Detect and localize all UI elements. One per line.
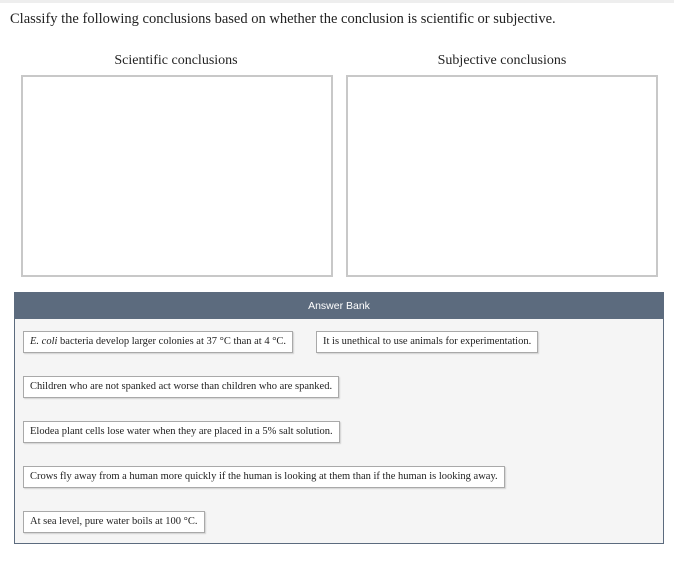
scientific-column-header: Scientific conclusions <box>114 53 238 68</box>
answer-chip-text: It is unethical to use animals for experimentation. <box>323 336 532 347</box>
subjective-dropzone[interactable] <box>346 75 658 277</box>
question-instruction: Classify the following conclusions based on whether the conclusion is scientific or subjective. <box>10 11 556 27</box>
answer-chip-text: Crows fly away from a human more quickly if the human is looking at them than if the human is looking away. <box>30 471 498 482</box>
answer-chip-boiling-water[interactable] <box>23 511 205 533</box>
answer-chip-animal-ethics[interactable] <box>316 331 538 353</box>
answer-bank-title: Answer Bank <box>15 293 663 319</box>
answer-chip-italic: E. coli <box>30 336 58 347</box>
answer-chip-text: Children who are not spanked act worse than children who are spanked. <box>30 381 333 392</box>
answer-chip-spanking[interactable] <box>23 376 339 398</box>
answer-chip-text: bacteria develop larger colonies at 37 °C than at 4 °C. <box>57 336 287 347</box>
scientific-dropzone[interactable] <box>21 75 333 277</box>
answer-bank <box>14 292 664 544</box>
top-rule <box>0 0 674 3</box>
answer-chip-text: At sea level, pure water boils at 100 °C. <box>30 516 198 527</box>
subjective-column-header: Subjective conclusions <box>437 53 567 68</box>
answer-chip-elodea[interactable] <box>23 421 340 443</box>
answer-chip-ecoli[interactable] <box>23 331 293 353</box>
answer-chip-text: Elodea plant cells lose water when they are placed in a 5% salt solution. <box>30 426 333 437</box>
answer-chip-crows[interactable] <box>23 466 505 488</box>
